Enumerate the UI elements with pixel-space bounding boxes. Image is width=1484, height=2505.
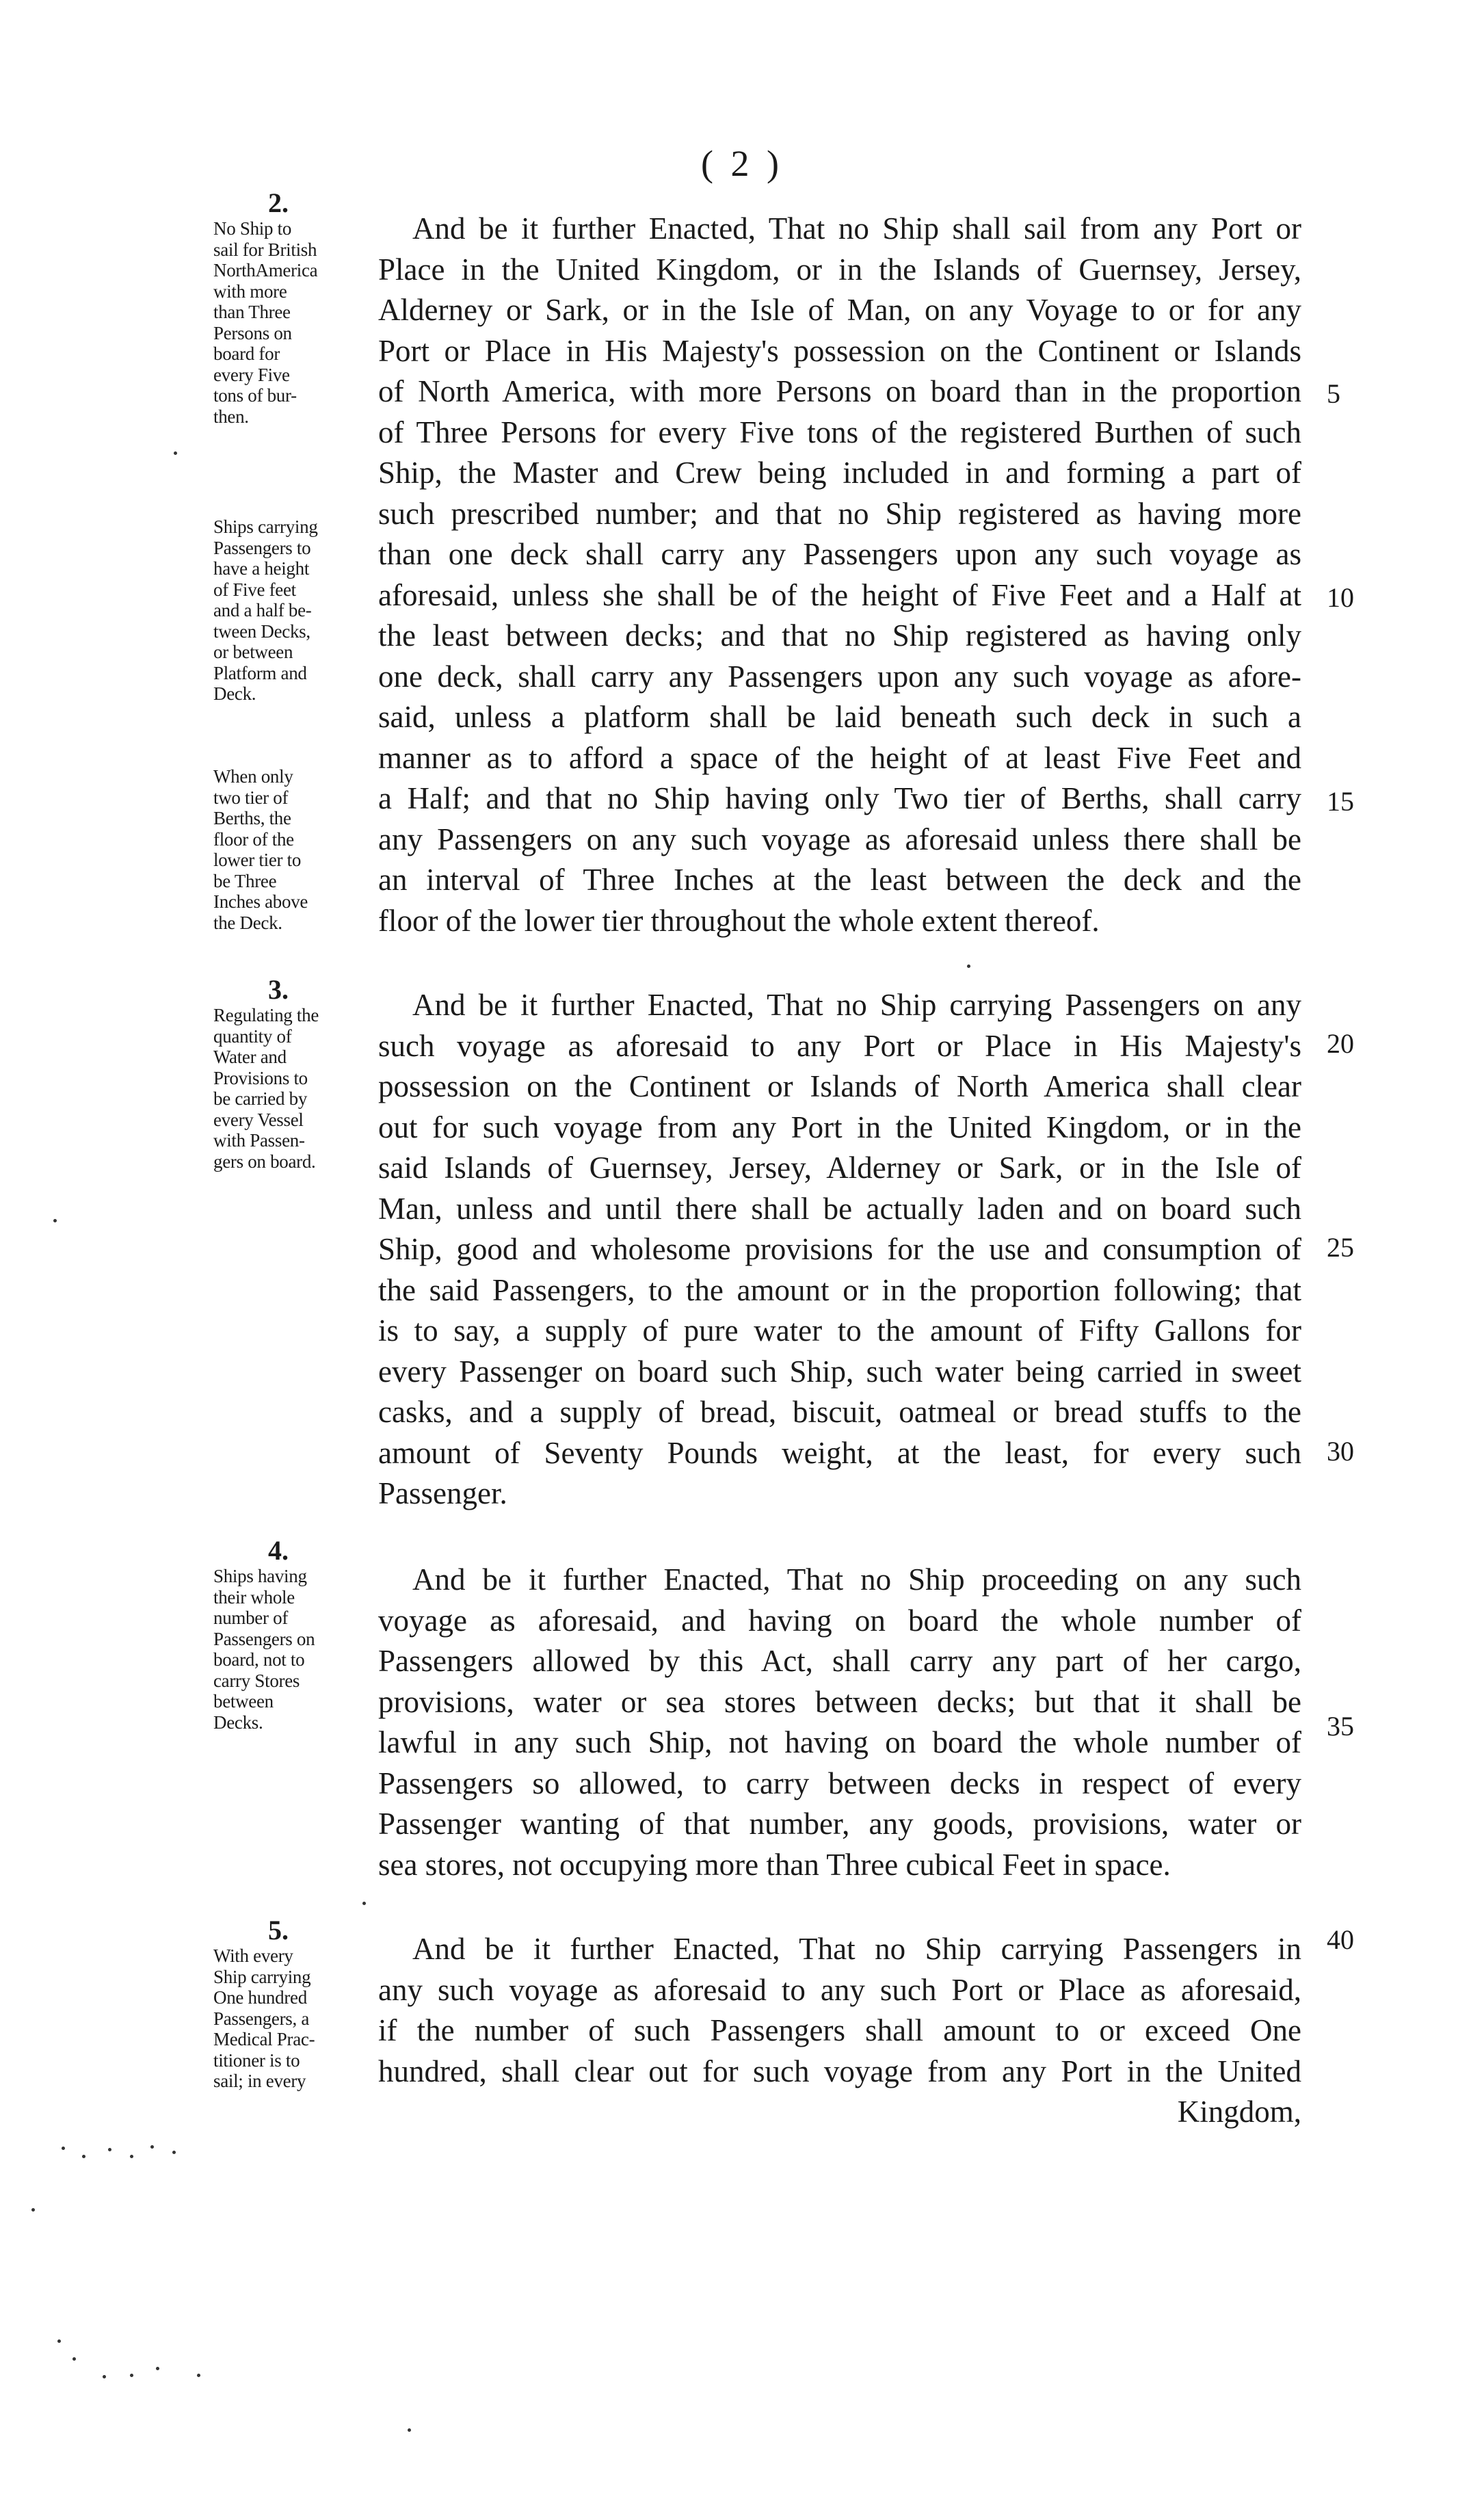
body-line: the said Passengers, to the amount or in the proportion following; that: [378, 1272, 1301, 1307]
scan-speck: [108, 2148, 111, 2151]
body-line: amount of Seventy Pounds weight, at the least, for every such: [378, 1435, 1301, 1470]
body-line: Passengers so allowed, to carry between decks in respect of every: [378, 1766, 1301, 1800]
scan-speck: [967, 965, 970, 968]
margin-note-line: Decks.: [213, 1711, 263, 1733]
margin-note-line: every Five: [213, 364, 290, 385]
margin-note-line: Deck.: [213, 683, 256, 704]
margin-note-line: then.: [213, 406, 249, 427]
margin-note-line: tons of bur-: [213, 385, 297, 406]
margin-note-line: number of: [213, 1608, 289, 1628]
margin-note-line: the Deck.: [213, 912, 282, 933]
catchword: Kingdom,: [1177, 2095, 1301, 2129]
margin-note-line: Persons on: [213, 322, 292, 343]
section-5-paragraph: [378, 1929, 1301, 2133]
margin-note-section-4: [213, 1536, 364, 1733]
line-number: 10: [1327, 582, 1354, 613]
margin-note-line: board, not to: [213, 1649, 305, 1670]
scan-speck: [130, 2374, 133, 2377]
margin-note-line: lower tier to: [213, 850, 302, 870]
body-line: the least between decks; and that no Ship registered as having only: [378, 618, 1301, 653]
margin-note-line: Ships having: [213, 1566, 307, 1586]
margin-note-line: or between: [213, 642, 293, 662]
line-number: 25: [1327, 1232, 1354, 1263]
body-line: any such voyage as aforesaid to any such Port or Place as aforesaid,: [378, 1972, 1301, 2007]
body-line: And be it further Enacted, That no Ship carrying Passengers in: [412, 1932, 1301, 1966]
body-line: Place in the United Kingdom, or in the Islands of Guernsey, Jersey,: [378, 252, 1301, 287]
body-line: out for such voyage from any Port in the United Kingdom, or in the: [378, 1110, 1301, 1144]
margin-note-line: and a half be-: [213, 600, 312, 620]
body-line: said, unless a platform shall be laid beneath such deck in such a: [378, 700, 1301, 734]
line-number: 40: [1327, 1924, 1354, 1955]
line-number: 35: [1327, 1711, 1354, 1742]
section-number: 2.: [268, 187, 289, 218]
margin-note-line: with Passen-: [213, 1130, 305, 1151]
body-line: is to say, a supply of pure water to the amount of Fifty Gallons for: [378, 1313, 1301, 1348]
margin-note-line: Regulating the: [213, 1005, 319, 1025]
body-line: if the number of such Passengers shall amount to or exceed One: [378, 2013, 1301, 2047]
margin-note-line: Ships carrying: [213, 516, 318, 537]
body-line: provisions, water or sea stores between decks; but that it shall be: [378, 1684, 1301, 1719]
scan-speck: [62, 2147, 65, 2150]
body-line: lawful in any such Ship, not having on board the whole number of: [378, 1725, 1301, 1759]
body-line: every Passenger on board such Ship, such water being carried in sweet: [378, 1354, 1301, 1389]
body-line: such prescribed number; and that no Ship registered as having more: [378, 496, 1301, 531]
scan-speck: [31, 2208, 35, 2212]
margin-note-line: One hundred: [213, 1987, 307, 2008]
margin-note-line: board for: [213, 343, 280, 364]
body-line: casks, and a supply of bread, biscuit, oatmeal or bread stuffs to the: [378, 1395, 1301, 1429]
body-line: aforesaid, unless she shall be of the height of Five Feet and a Half at: [378, 577, 1301, 612]
margin-note-line: When only: [213, 766, 293, 787]
margin-note-line: than Three: [213, 302, 291, 322]
margin-note-section-2: [213, 188, 364, 427]
scan-speck: [156, 2367, 159, 2370]
line-number: 30: [1327, 1436, 1354, 1467]
body-line: And be it further Enacted, That no Ship carrying Passengers on any: [412, 988, 1301, 1022]
body-line: manner as to afford a space of the height of at least Five Feet and: [378, 740, 1301, 775]
section-2-paragraph: [378, 209, 1301, 941]
margin-note-line: titioner is to: [213, 2049, 300, 2071]
margin-note-line: be Three: [213, 870, 277, 891]
body-line: Ship, the Master and Crew being included in and forming a part of: [378, 456, 1301, 490]
margin-note-line: NorthAmerica: [213, 260, 318, 280]
body-line: a Half; and that no Ship having only Two tier of Berths, shall carry: [378, 781, 1301, 815]
line-number: 5: [1327, 378, 1340, 409]
scan-speck: [408, 2428, 411, 2432]
section-4-paragraph: [378, 1560, 1301, 1885]
margin-note-line: Passengers to: [213, 537, 311, 558]
margin-note-line: carry Stores: [213, 1670, 300, 1691]
line-number: 15: [1327, 786, 1354, 817]
body-line: any Passengers on any such voyage as aforesaid unless there shall be: [378, 822, 1301, 856]
margin-note-line: Platform and: [213, 662, 307, 683]
scan-speck: [197, 2374, 200, 2377]
body-line: Man, unless and until there shall be actually laden and on board such: [378, 1191, 1301, 1226]
body-line: such voyage as aforesaid to any Port or Place in His Majesty's: [378, 1028, 1301, 1063]
section-number: 3.: [268, 974, 289, 1005]
margin-note-berths: [213, 766, 364, 933]
body-line: Passengers allowed by this Act, shall carry any part of her cargo,: [378, 1644, 1301, 1678]
margin-note-line: Water and: [213, 1047, 287, 1067]
body-line: sea stores, not occupying more than Three cubical Feet in space.: [378, 1847, 1171, 1882]
body-line: And be it further Enacted, That no Ship proceeding on any such: [412, 1562, 1301, 1597]
body-line: voyage as aforesaid, and having on board the whole number of: [378, 1603, 1301, 1638]
scan-speck: [53, 1219, 57, 1222]
body-line: possession on the Continent or Islands of North America shall clear: [378, 1069, 1301, 1103]
body-line: hundred, shall clear out for such voyage from any Port in the United: [378, 2054, 1301, 2088]
body-line: of North America, with more Persons on board than in the proportion: [378, 374, 1301, 408]
margin-note-line: sail; in every: [213, 2071, 306, 2091]
margin-note-line: quantity of: [213, 1025, 292, 1047]
body-line: an interval of Three Inches at the least between the deck and the: [378, 863, 1301, 897]
scan-speck: [174, 451, 177, 455]
scan-speck: [172, 2151, 176, 2154]
section-3-paragraph: [378, 985, 1301, 1514]
margin-note-line: Provisions to: [213, 1067, 308, 1088]
margin-note-line: Passengers on: [213, 1628, 315, 1649]
scan-speck: [72, 2357, 76, 2361]
scan-speck: [362, 1902, 366, 1905]
body-line: said Islands of Guernsey, Jersey, Alderney or Sark, or in the Isle of: [378, 1151, 1301, 1185]
margin-note-line: with more: [213, 280, 287, 302]
margin-note-line: between: [213, 1691, 274, 1711]
margin-note-line: Ship carrying: [213, 1966, 311, 1987]
margin-note-section-5: [213, 1915, 364, 2092]
margin-note-line: No Ship to: [213, 218, 292, 239]
body-line: Port or Place in His Majesty's possession on the Continent or Islands: [378, 333, 1301, 368]
section-number: 5.: [268, 1915, 289, 1945]
scan-speck: [130, 2155, 133, 2158]
margin-note-line: With every: [213, 1945, 293, 1966]
margin-note-line: be carried by: [213, 1088, 308, 1109]
scan-speck: [57, 2339, 61, 2343]
margin-note-line: their whole: [213, 1586, 295, 1608]
margin-note-ships-height: [213, 516, 364, 705]
body-line: one deck, shall carry any Passengers upon any such voyage as afore-: [378, 659, 1301, 694]
scan-speck: [82, 2155, 85, 2158]
margin-note-line: Berths, the: [213, 808, 291, 828]
body-line: floor of the lower tier throughout the whole extent thereof.: [378, 903, 1100, 938]
body-line: Passenger.: [378, 1476, 507, 1510]
margin-note-line: Inches above: [213, 891, 308, 912]
body-line: than one deck shall carry any Passengers upon any such voyage as: [378, 537, 1301, 571]
scan-speck: [150, 2145, 154, 2149]
section-number: 4.: [268, 1535, 289, 1566]
margin-note-line: gers on board.: [213, 1151, 316, 1172]
margin-note-section-3: [213, 975, 364, 1172]
page-number: ( 2 ): [701, 143, 783, 184]
body-line: Ship, good and wholesome provisions for the use and consumption of: [378, 1232, 1301, 1266]
margin-note-line: have a height: [213, 558, 310, 579]
margin-note-line: floor of the: [213, 828, 294, 850]
scan-speck: [103, 2375, 106, 2378]
margin-note-line: every Vessel: [213, 1109, 304, 1130]
margin-note-line: tween Decks,: [213, 620, 310, 642]
body-line: Alderney or Sark, or in the Isle of Man, on any Voyage to or for any: [378, 293, 1301, 327]
margin-note-line: Passengers, a: [213, 2008, 310, 2029]
body-line: of Three Persons for every Five tons of the registered Burthen of such: [378, 415, 1301, 449]
margin-note-line: of Five feet: [213, 579, 296, 600]
body-line: Passenger wanting of that number, any goods, provisions, water or: [378, 1807, 1301, 1841]
line-number: 20: [1327, 1028, 1354, 1059]
body-line: And be it further Enacted, That no Ship shall sail from any Port or: [412, 211, 1301, 246]
margin-note-line: two tier of: [213, 787, 289, 808]
margin-note-line: Medical Prac-: [213, 2029, 315, 2049]
margin-note-line: sail for British: [213, 239, 317, 260]
